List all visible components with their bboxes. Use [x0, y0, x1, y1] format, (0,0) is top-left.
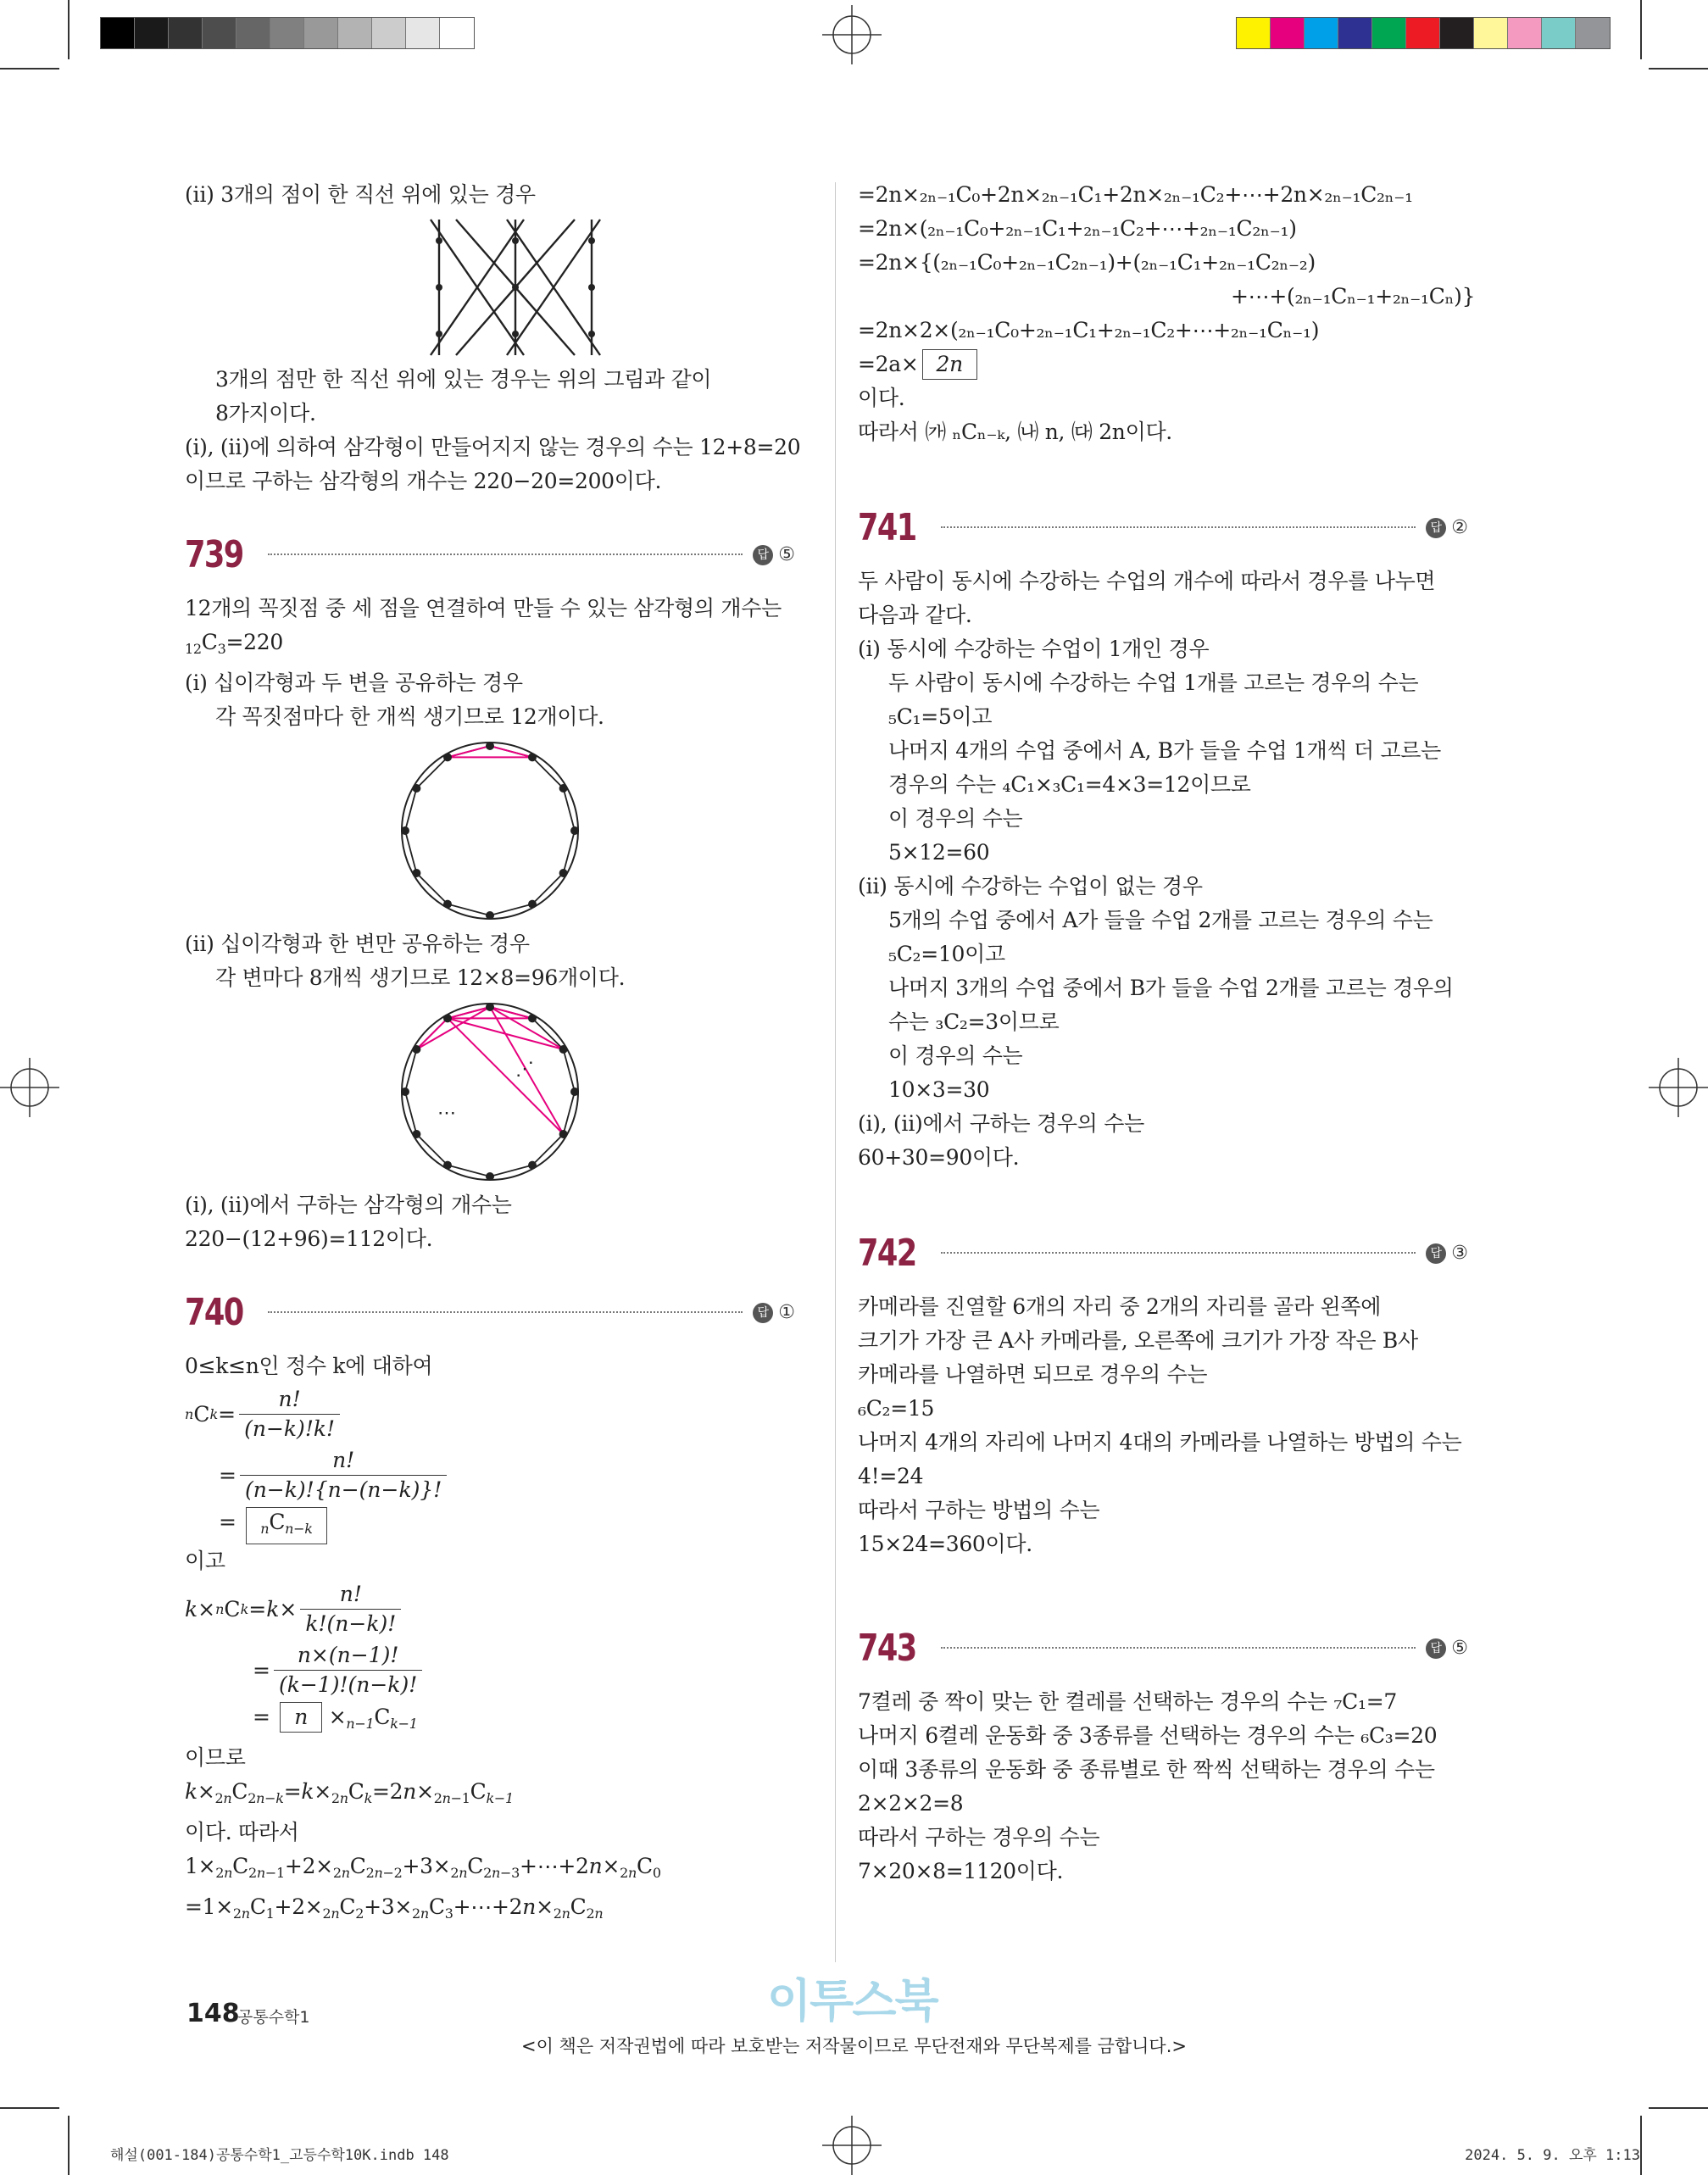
problem-header-742 — [858, 1226, 1468, 1280]
text-line: 따라서 구하는 경우의 수는 — [858, 1825, 1100, 1850]
color-swatch — [1576, 18, 1610, 48]
equation-row: =2n×₂ₙ₋₁C₀+2n×₂ₙ₋₁C₁+2n×₂ₙ₋₁C₂+⋯+2n×₂ₙ₋₁C₂ₙ₋₁ — [858, 182, 1413, 207]
gray-swatch — [406, 18, 440, 48]
fraction: $\frac{n!}{(n-k)!\{n-(n-k)\}!}$ — [240, 1446, 447, 1505]
text-line: (ⅰ) 동시에 수강하는 수업이 1개인 경우 — [858, 637, 1210, 661]
text-line: (ⅰ), (ⅱ)에 의하여 삼각형이 만들어지지 않는 경우의 수는 12+8=20 — [185, 435, 801, 459]
text-line: 수는 ₃C₂=3이므로 — [888, 1010, 1060, 1034]
text-line: (ⅱ) 동시에 수강하는 수업이 없는 경우 — [858, 874, 1203, 898]
ellipsis-horizontal: ⋯ — [437, 1103, 456, 1124]
fraction: $\frac{n\times(n-1)!}{(k-1)!(n-k)!}$ — [274, 1641, 422, 1699]
answer-badge-icon: 답 — [1426, 1638, 1446, 1659]
crop-line — [0, 68, 59, 70]
gray-swatch — [372, 18, 406, 48]
answer-badge-icon: 답 — [1426, 518, 1446, 538]
color-swatch — [1542, 18, 1576, 48]
fraction: $\frac{n!}{(n-k)!k!}$ — [239, 1385, 340, 1444]
blank-box-b: n — [280, 1702, 322, 1733]
answer-badge-icon: 답 — [1426, 1243, 1446, 1264]
text-line: 5개의 수업 중에서 A가 들을 수업 2개를 고르는 경우의 수는 — [888, 908, 1433, 932]
text-line: (ⅰ) 십이각형과 두 변을 공유하는 경우 — [185, 670, 523, 695]
text-line: 2×2×2=8 — [858, 1791, 964, 1816]
text-line: 7켤레 중 짝이 맞는 한 켤레를 선택하는 경우의 수는 ₇C₁=7 — [858, 1689, 1397, 1714]
blank-box-a: $_nC_{n-k}$ — [246, 1507, 326, 1544]
text-line: 다음과 같다. — [858, 603, 972, 627]
equation-row: =2n×(₂ₙ₋₁C₀+₂ₙ₋₁C₁+₂ₙ₋₁C₂+⋯+₂ₙ₋₁C₂ₙ₋₁) — [858, 216, 1297, 241]
text-line: 220−(12+96)=112이다. — [185, 1227, 433, 1251]
equation-row: $1\times_{2n}C_{2n-1}+2\times_{2n}C_{2n-2}+3\times_{2n}C_{2n-3}+\cdots+2n\times_{2n}C_0$ — [185, 1854, 661, 1881]
text-line: 15×24=360이다. — [858, 1532, 1032, 1556]
page-number: 148 — [186, 1999, 240, 2028]
answer-label — [1426, 1638, 1468, 1659]
dotted-leader — [268, 553, 743, 555]
color-swatch — [1406, 18, 1440, 48]
registration-mark-icon — [1649, 1058, 1708, 1117]
answer-label — [1426, 517, 1468, 538]
equation-row: =2n×{(₂ₙ₋₁C₀+₂ₙ₋₁C₂ₙ₋₁)+(₂ₙ₋₁C₁+₂ₙ₋₁C₂ₙ₋₂) — [858, 250, 1316, 275]
text-line: 이므로 — [185, 1745, 246, 1770]
text-line: 이 경우의 수는 — [888, 806, 1023, 831]
answer-label — [1426, 1243, 1468, 1264]
color-swatch — [1338, 18, 1372, 48]
text-line: 나머지 3개의 수업 중에서 B가 들을 수업 2개를 고르는 경우의 — [888, 976, 1454, 1000]
text-line: (ⅱ) 십이각형과 한 변만 공유하는 경우 — [185, 932, 530, 956]
problem-header-741 — [858, 500, 1468, 554]
blank-box-c: 2n — [922, 349, 977, 380]
gray-swatch — [338, 18, 372, 48]
equation-row: = $n \times_{n-1}C_{k-1}$ — [185, 1700, 795, 1741]
answer-value: ① — [778, 1301, 795, 1323]
equation-row: +⋯+(₂ₙ₋₁Cₙ₋₁+₂ₙ₋₁Cₙ)} — [1231, 284, 1476, 309]
equation-row: =2a× 2n — [858, 348, 1468, 381]
dodecagon-two-sides-figure — [397, 737, 583, 924]
grayscale-bar — [100, 17, 475, 49]
text-line: 두 사람이 동시에 수강하는 수업 1개를 고르는 경우의 수는 — [888, 670, 1419, 695]
combination-line: $_{12}C_3=220$ — [185, 630, 283, 657]
subject-label: 공통수학1 — [237, 2008, 310, 2027]
text-line: 이때 3종류의 운동화 중 종류별로 한 짝씩 선택하는 경우의 수는 — [858, 1757, 1435, 1782]
problem-number: 741 — [858, 505, 916, 549]
text-line: 따라서 ㈎ ₙCₙ₋ₖ, ㈏ n, ㈐ 2n이다. — [858, 420, 1172, 444]
text-line: 두 사람이 동시에 수강하는 수업의 개수에 따라서 경우를 나누면 — [858, 569, 1436, 593]
text-line: 이고 — [185, 1549, 225, 1573]
dodecagon-one-side-figure — [397, 998, 583, 1185]
text-line: 이 경우의 수는 — [888, 1043, 1023, 1068]
text-line: 경우의 수는 ₄C₁×₃C₁=4×3=12이므로 — [888, 772, 1251, 797]
crop-line — [1640, 2116, 1642, 2175]
crop-line — [1640, 0, 1642, 59]
text-line: (ⅱ) 3개의 점이 한 직선 위에 있는 경우 — [185, 182, 536, 207]
text-line: 60+30=90이다. — [858, 1145, 1020, 1170]
problem-number: 740 — [185, 1290, 243, 1334]
equation-row: k × n C k = k× $\frac{n!}{k!(n-k)!}$ — [185, 1578, 795, 1639]
answer-badge-icon: 답 — [753, 1303, 773, 1323]
left-column — [185, 178, 801, 1931]
answer-value: ② — [1451, 516, 1468, 538]
text-line: 7×20×8=1120이다. — [858, 1859, 1064, 1883]
gray-swatch — [440, 18, 474, 48]
registration-mark-icon — [0, 1058, 59, 1117]
text-line: 이다. 따라서 — [185, 1820, 299, 1844]
equation-row: $=1\times_{2n}C_1+2\times_{2n}C_2+3\times_{2n}C_3+\cdots+2n\times_{2n}C_{2n}$ — [185, 1894, 604, 1922]
crop-line — [68, 2116, 70, 2175]
text-line: 3개의 점만 한 직선 위에 있는 경우는 위의 그림과 같이 — [215, 367, 712, 392]
text-line: 각 변마다 8개씩 생기므로 12×8=96개이다. — [215, 965, 626, 990]
collinear-points-figure — [422, 215, 609, 359]
problem-number: 743 — [858, 1626, 916, 1670]
gray-swatch — [203, 18, 236, 48]
color-bar — [1236, 17, 1611, 49]
text-line: 따라서 구하는 방법의 수는 — [858, 1498, 1100, 1522]
crop-line — [1649, 2107, 1708, 2109]
answer-value: ⑤ — [778, 543, 795, 565]
color-swatch — [1372, 18, 1406, 48]
text-line: 4!=24 — [858, 1464, 924, 1488]
answer-value: ③ — [1451, 1242, 1468, 1264]
text-line: 이므로 구하는 삼각형의 개수는 220−20=200이다. — [185, 469, 662, 493]
text-line: 나머지 4개의 수업 중에서 A, B가 들을 수업 1개씩 더 고르는 — [888, 738, 1442, 763]
dotted-leader — [268, 1311, 743, 1313]
text-line: ₆C₂=15 — [858, 1396, 935, 1421]
answer-label — [753, 544, 795, 565]
dotted-leader — [941, 1252, 1416, 1254]
registration-mark-icon — [822, 5, 882, 64]
gray-swatch — [101, 18, 135, 48]
equation-row: = $\frac{n\times(n-1)!}{(k-1)!(n-k)!}$ — [185, 1639, 795, 1700]
equation-row: = $_nC_{n-k}$ — [185, 1505, 795, 1544]
publisher-logo: 이투스북 — [767, 1974, 937, 2028]
text-line: 8가지이다. — [215, 401, 316, 426]
text-line: 이다. — [858, 386, 905, 410]
text-line: 12개의 꼭짓점 중 세 점을 연결하여 만들 수 있는 삼각형의 개수는 — [185, 596, 782, 620]
gray-swatch — [304, 18, 338, 48]
equation-row: =2n×2×(₂ₙ₋₁C₀+₂ₙ₋₁C₁+₂ₙ₋₁C₂+⋯+₂ₙ₋₁Cₙ₋₁) — [858, 318, 1320, 342]
text-line: ₅C₁=5이고 — [888, 704, 993, 729]
color-swatch — [1271, 18, 1305, 48]
text-line: 각 꼭짓점마다 한 개씩 생기므로 12개이다. — [215, 704, 604, 729]
text-line: 10×3=30 — [888, 1077, 990, 1102]
problem-number: 742 — [858, 1231, 916, 1275]
text-line: 크기가 가장 큰 A사 카메라를, 오른쪽에 크기가 가장 작은 B사 — [858, 1328, 1418, 1353]
fraction: $\frac{n!}{k!(n-k)!}$ — [300, 1580, 401, 1638]
text-line: (ⅰ), (ⅱ)에서 구하는 삼각형의 개수는 — [185, 1193, 512, 1217]
crop-line — [68, 0, 70, 59]
problem-header-739 — [185, 527, 795, 581]
text-line: 0≤k≤n인 정수 k에 대하여 — [185, 1354, 433, 1378]
equation-row: = $\frac{n!}{(n-k)!\{n-(n-k)\}!}$ — [185, 1444, 795, 1505]
text-line: 나머지 4개의 자리에 나머지 4대의 카메라를 나열하는 방법의 수는 — [858, 1430, 1462, 1455]
answer-label — [753, 1302, 795, 1323]
text-line: 나머지 6켤레 운동화 중 3종류를 선택하는 경우의 수는 ₆C₃=20 — [858, 1723, 1438, 1748]
dotted-leader — [941, 526, 1416, 528]
color-swatch — [1305, 18, 1338, 48]
text-line: ₅C₂=10이고 — [888, 942, 1005, 966]
answer-value: ⑤ — [1451, 1637, 1468, 1659]
print-file-name: 해설(001-184)공통수학1_고등수학10K.indb 148 — [110, 2147, 449, 2164]
right-column — [858, 178, 1476, 1889]
equation-row: n C k = $\frac{n!}{(n-k)!k!}$ — [185, 1383, 795, 1444]
registration-mark-icon — [822, 2116, 882, 2175]
problem-number: 739 — [185, 532, 243, 576]
gray-swatch — [135, 18, 169, 48]
problem-header-740 — [185, 1285, 795, 1339]
text-line: (ⅰ), (ⅱ)에서 구하는 경우의 수는 — [858, 1111, 1144, 1136]
copyright-notice: <이 책은 저작권법에 따라 보호받는 저작물이므로 무단전재와 무단복제를 금합니다.> — [521, 2036, 1187, 2056]
gray-swatch — [270, 18, 304, 48]
gray-swatch — [169, 18, 203, 48]
text-line: 5×12=60 — [888, 840, 990, 865]
color-swatch — [1508, 18, 1542, 48]
color-swatch — [1474, 18, 1508, 48]
gray-swatch — [236, 18, 270, 48]
crop-line — [0, 2107, 59, 2109]
ellipsis-diagonal: ⋰ — [515, 1059, 534, 1080]
text-line: 카메라를 나열하면 되므로 경우의 수는 — [858, 1362, 1208, 1387]
column-divider — [835, 182, 836, 1962]
problem-header-743 — [858, 1621, 1468, 1675]
color-swatch — [1440, 18, 1474, 48]
color-swatch — [1237, 18, 1271, 48]
answer-badge-icon: 답 — [753, 545, 773, 565]
print-timestamp: 2024. 5. 9. 오후 1:13 — [1465, 2147, 1640, 2164]
text-line: 카메라를 진열할 6개의 자리 중 2개의 자리를 골라 왼쪽에 — [858, 1294, 1382, 1319]
equation-row: $k\times_{2n}C_{2n-k}=k\times_{2n}C_k=2n\times_{2n-1}C_{k-1}$ — [185, 1779, 514, 1806]
crop-line — [1649, 68, 1708, 70]
dotted-leader — [941, 1647, 1416, 1649]
